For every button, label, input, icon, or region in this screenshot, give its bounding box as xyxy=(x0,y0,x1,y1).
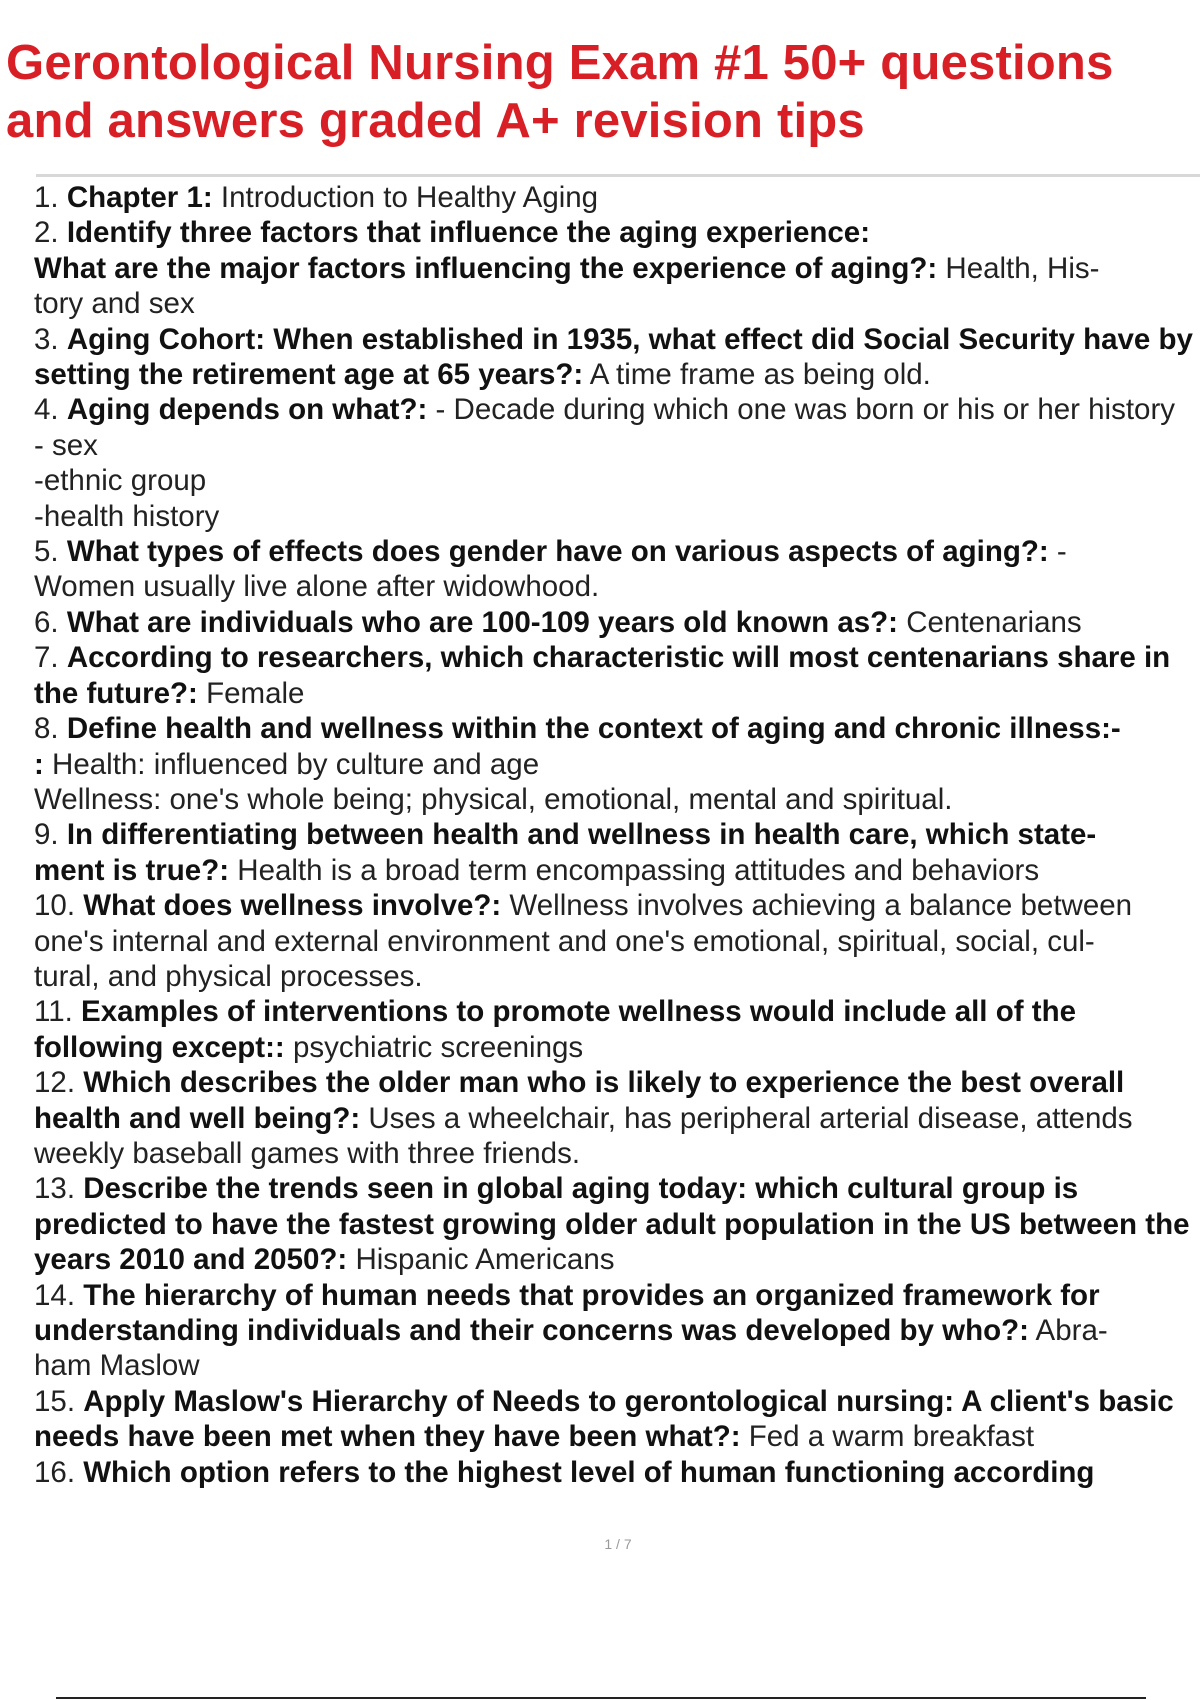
qa-item xyxy=(34,1278,1200,1384)
qa-item xyxy=(34,605,1200,640)
answer-text: Abra- ham Maslow xyxy=(34,1314,1108,1383)
answer-text: Introduction to Healthy Aging xyxy=(212,181,599,214)
qa-item xyxy=(34,1384,1200,1455)
answer-text: - Decade during which one was born or his or her history - sex -ethnic group -health history xyxy=(34,393,1176,533)
item-number: 14. xyxy=(34,1278,76,1312)
answer-text: psychiatric screenings xyxy=(284,1030,584,1064)
item-number: 16. xyxy=(34,1455,76,1489)
qa-item xyxy=(34,888,1200,994)
answer-text: Health is a broad term encompassing attitudes and behaviors xyxy=(229,853,1040,887)
question-text: What does wellness involve?: xyxy=(83,889,502,923)
item-number: 10. xyxy=(34,889,76,923)
qa-item xyxy=(34,180,1200,215)
item-number: 4. xyxy=(34,393,59,427)
answer-text: Centenarians xyxy=(898,605,1082,639)
answer-text: Wellness involves achieving a balance between one's internal and external environment and one's emotional, spiritual, social, cul- tural, and physical processes. xyxy=(34,889,1133,993)
question-text: Chapter 1: xyxy=(66,181,213,214)
question-text: Aging depends on what?: xyxy=(66,393,428,427)
qa-item xyxy=(34,1065,1200,1171)
answer-text: Fed a warm breakfast xyxy=(740,1420,1035,1454)
question-text: What are individuals who are 100-109 years old known as?: xyxy=(66,605,898,639)
item-number: 9. xyxy=(34,818,59,852)
answer-text: Health: influenced by culture and age Wellness: one's whole being; physical, emotional, mental and spiritual. xyxy=(34,747,953,816)
item-number: 8. xyxy=(34,712,59,746)
item-number: 13. xyxy=(34,1172,76,1206)
question-text: Examples of interventions to promote wellness would include all of the following except:: xyxy=(34,995,1076,1064)
qa-item xyxy=(34,534,1200,605)
question-text: Describe the trends seen in global aging today: which cultural group is predicted to have the fastest growing older adult population in the US between the years 2010 and 2050?: xyxy=(34,1172,1190,1277)
item-number: 6. xyxy=(34,605,59,639)
item-number: 11. xyxy=(34,995,73,1029)
item-number: 3. xyxy=(34,322,59,356)
item-number: 5. xyxy=(34,535,59,569)
item-number: 7. xyxy=(34,641,59,675)
question-text: Aging Cohort: When established in 1935, what effect did Social Security have by setting the retirement age at 65 years?: xyxy=(34,322,1193,392)
question-text: According to researchers, which characteristic will most centenarians share in the future?: xyxy=(34,641,1171,710)
answer-text: Female xyxy=(197,676,305,710)
bottom-divider xyxy=(56,1697,1146,1699)
answer-text: - Women usually live alone after widowhood. xyxy=(34,535,1067,604)
question-text: Define health and wellness within the context of aging and chronic illness:- : xyxy=(34,712,1121,781)
question-list xyxy=(34,180,1200,1490)
question-text: What types of effects does gender have on various aspects of aging?: xyxy=(66,535,1049,569)
answer-text: A time frame as being old. xyxy=(583,358,931,392)
answer-text: Uses a wheelchair, has peripheral arterial disease, attends weekly baseball games with three friends. xyxy=(34,1101,1133,1170)
item-number: 2. xyxy=(34,216,59,250)
title-divider xyxy=(36,174,1200,177)
qa-item xyxy=(34,1455,1200,1490)
qa-item xyxy=(34,215,1200,321)
qa-item xyxy=(34,392,1200,534)
question-text: Which option refers to the highest level of human functioning according xyxy=(83,1455,1095,1489)
document-title: Gerontological Nursing Exam #1 50+ questions and answers graded A+ revision tips xyxy=(6,36,1114,148)
qa-item xyxy=(34,322,1200,393)
item-number: 1. xyxy=(34,181,59,214)
question-text: The hierarchy of human needs that provides an organized framework for understanding individuals and their concerns was developed by who?: xyxy=(34,1278,1100,1347)
item-number: 15. xyxy=(34,1384,76,1418)
qa-item xyxy=(34,640,1200,711)
question-text: In differentiating between health and wellness in health care, which state- ment is true?: xyxy=(34,818,1097,887)
question-text: Which describes the older man who is likely to experience the best overall health and well being?: xyxy=(34,1066,1125,1135)
answer-text: Hispanic Americans xyxy=(347,1243,615,1277)
page-number: 1 / 7 xyxy=(604,1536,632,1552)
item-number: 12. xyxy=(34,1066,76,1100)
question-text: Identify three factors that influence the aging experience: What are the major factors influencing the experience of aging?: xyxy=(34,216,938,285)
qa-item xyxy=(34,1171,1200,1277)
qa-item xyxy=(34,711,1200,817)
qa-item xyxy=(34,994,1200,1065)
qa-item xyxy=(34,817,1200,888)
answer-text: Health, His- tory and sex xyxy=(34,251,1100,321)
question-text: Apply Maslow's Hierarchy of Needs to gerontological nursing: A client's basic needs have been met when they have been what?: xyxy=(34,1384,1174,1454)
